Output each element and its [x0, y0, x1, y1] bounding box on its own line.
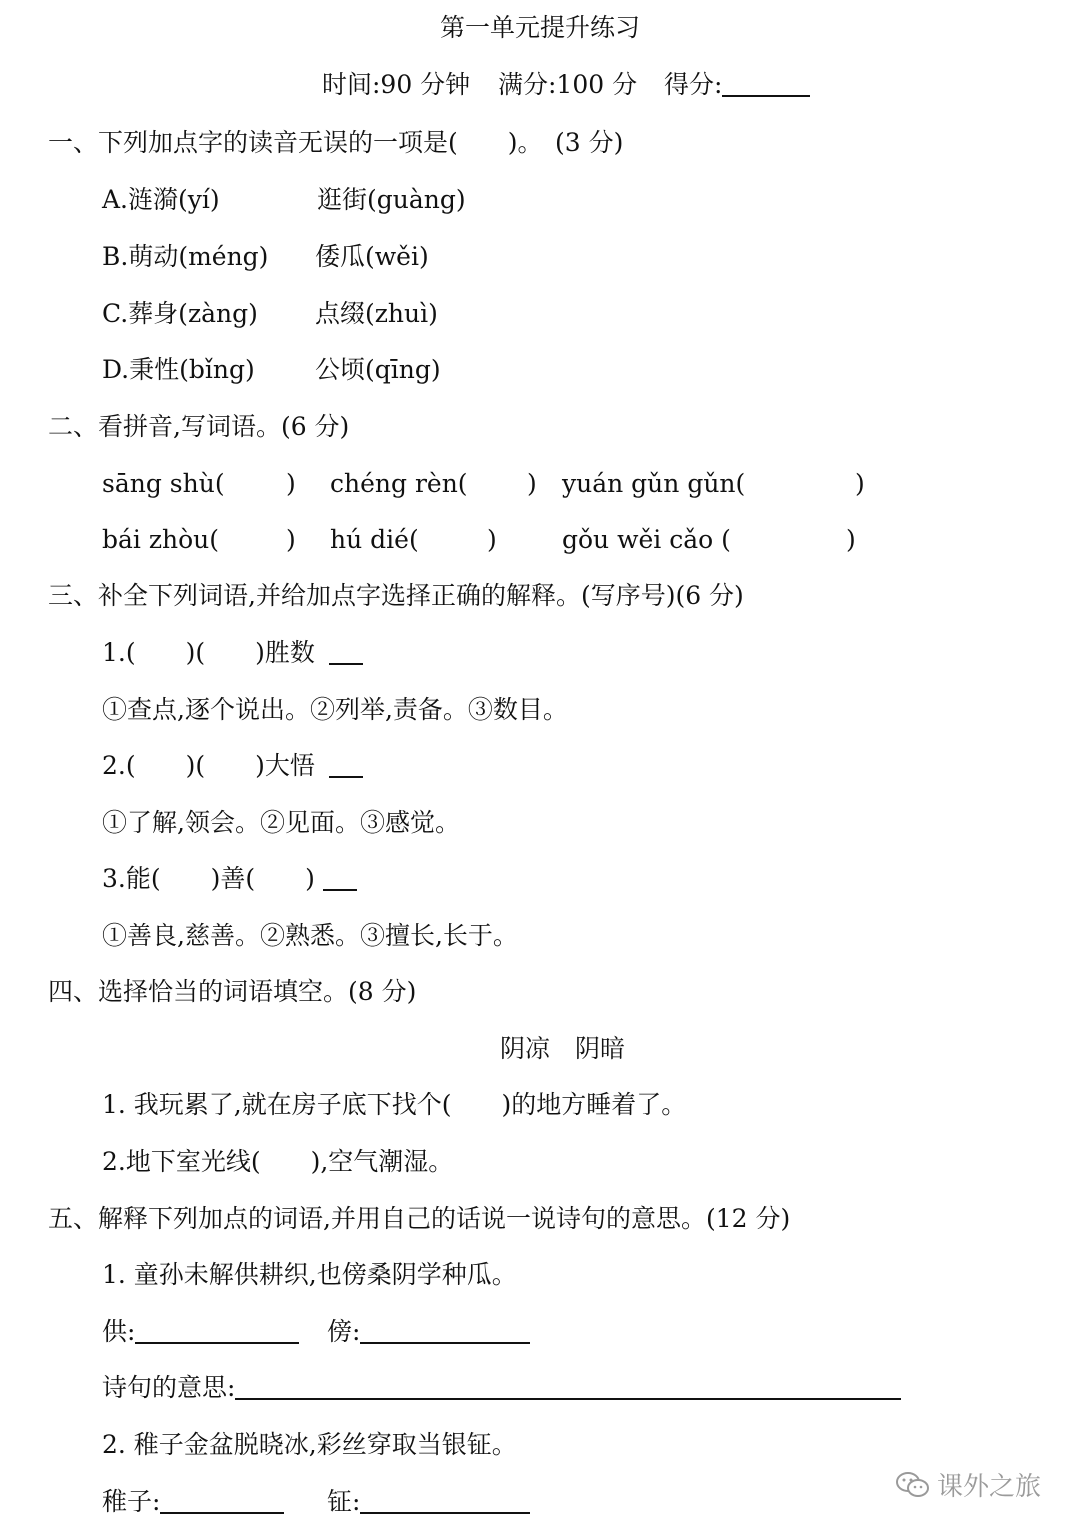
q3-item-2-blank[interactable]	[329, 774, 363, 778]
watermark-text: 课外之旅	[937, 1472, 1042, 1502]
q1-title: 一、下列加点字的读音无误的一项是( )。 (3 分)	[48, 128, 624, 157]
q4-title: 四、选择恰当的词语填空。(8 分)	[48, 977, 417, 1006]
q1-option-b-word2: 倭瓜(wěi)	[315, 242, 429, 271]
q5-zhizi-label	[102, 1489, 284, 1514]
q3-item-2-word: 2.( )( )大悟	[102, 751, 315, 780]
q1-option-a-word1: A.涟漪(yí)	[102, 185, 220, 214]
q5-title: 五、解释下列加点的词语,并用自己的话说一说诗句的意思。(12 分)	[48, 1204, 791, 1233]
q5-zheng-blank[interactable]	[360, 1510, 530, 1514]
time-limit: 时间:90 分钟	[322, 70, 471, 99]
q4-sentence-1: 1. 我玩累了,就在房子底下找个( )的地方睡着了。	[102, 1090, 687, 1119]
q1-option-d-word1: D.秉性(bǐng)	[102, 355, 255, 384]
watermark	[895, 1466, 1041, 1503]
q2-pinyin-4: bái zhòu(	[102, 525, 220, 554]
q5-poem-1: 1. 童孙未解供耕织,也傍桑阴学种瓜。	[102, 1260, 517, 1289]
q4-sentence-2: 2.地下室光线( ),空气潮湿。	[102, 1147, 454, 1176]
q3-item-1-word: 1.( )( )胜数	[102, 638, 315, 667]
score-blank[interactable]	[722, 93, 810, 97]
q2-close-3: )	[855, 469, 865, 498]
q5-gong-label	[102, 1319, 299, 1344]
q2-title: 二、看拼音,写词语。(6 分)	[48, 412, 350, 441]
q2-pinyin-6: gǒu wěi cǎo (	[562, 525, 731, 554]
q1-option-c-word2: 点缀(zhuì)	[315, 299, 438, 328]
q2-pinyin-5: hú dié(	[330, 525, 419, 554]
q3-item-1-blank[interactable]	[329, 661, 363, 665]
q5-bang-label	[327, 1319, 530, 1344]
q1-option-a-word2: 逛街(guàng)	[317, 185, 466, 214]
q3-item-1	[102, 640, 363, 665]
q5-bang-blank[interactable]	[360, 1340, 530, 1344]
q3-item-1-choices: ①查点,逐个说出。②列举,责备。③数目。	[102, 695, 568, 724]
q3-item-2-choices: ①了解,领会。②见面。③感觉。	[102, 808, 460, 837]
wechat-icon	[895, 1470, 931, 1500]
q5-gong-text: 供:	[102, 1317, 136, 1346]
q5-meaning-label	[102, 1375, 901, 1400]
q1-option-b-word1: B.萌动(méng)	[102, 242, 269, 271]
q5-zheng-text: 钲:	[327, 1487, 361, 1516]
q1-option-c-word1: C.葬身(zàng)	[102, 299, 258, 328]
q5-meaning-text: 诗句的意思:	[102, 1373, 236, 1402]
q3-title: 三、补全下列词语,并给加点字选择正确的解释。(写序号)(6 分)	[48, 581, 744, 610]
q3-item-3-blank[interactable]	[323, 887, 357, 891]
q2-pinyin-3: yuán gǔn gǔn(	[562, 469, 746, 498]
q2-close-1: )	[286, 469, 296, 498]
q5-meaning-blank[interactable]	[235, 1396, 901, 1400]
q4-word-choices: 阴凉 阴暗	[500, 1034, 626, 1063]
q2-pinyin-1: sāng shù(	[102, 469, 225, 498]
q2-pinyin-2: chéng rèn(	[330, 469, 468, 498]
q5-zhizi-text: 稚子:	[102, 1487, 161, 1516]
q3-item-3	[102, 866, 357, 891]
score-label	[664, 72, 810, 97]
q1-option-d-word2: 公顷(qīng)	[315, 355, 441, 384]
q3-item-3-choices: ①善良,慈善。②熟悉。③擅长,长于。	[102, 921, 518, 950]
q3-item-2	[102, 753, 363, 778]
page-title: 第一单元提升练习	[439, 13, 640, 42]
q3-item-3-word: 3.能( )善( )	[102, 864, 315, 893]
q2-close-2: )	[527, 469, 537, 498]
score-text: 得分:	[664, 70, 723, 99]
q2-close-5: )	[487, 525, 497, 554]
q5-zhizi-blank[interactable]	[160, 1510, 284, 1514]
full-score: 满分:100 分	[498, 70, 638, 99]
q5-gong-blank[interactable]	[135, 1340, 299, 1344]
q5-poem-2: 2. 稚子金盆脱晓冰,彩丝穿取当银钲。	[102, 1430, 517, 1459]
q2-close-6: )	[846, 525, 856, 554]
q5-bang-text: 傍:	[327, 1317, 361, 1346]
q2-close-4: )	[286, 525, 296, 554]
q5-zheng-label	[327, 1489, 530, 1514]
